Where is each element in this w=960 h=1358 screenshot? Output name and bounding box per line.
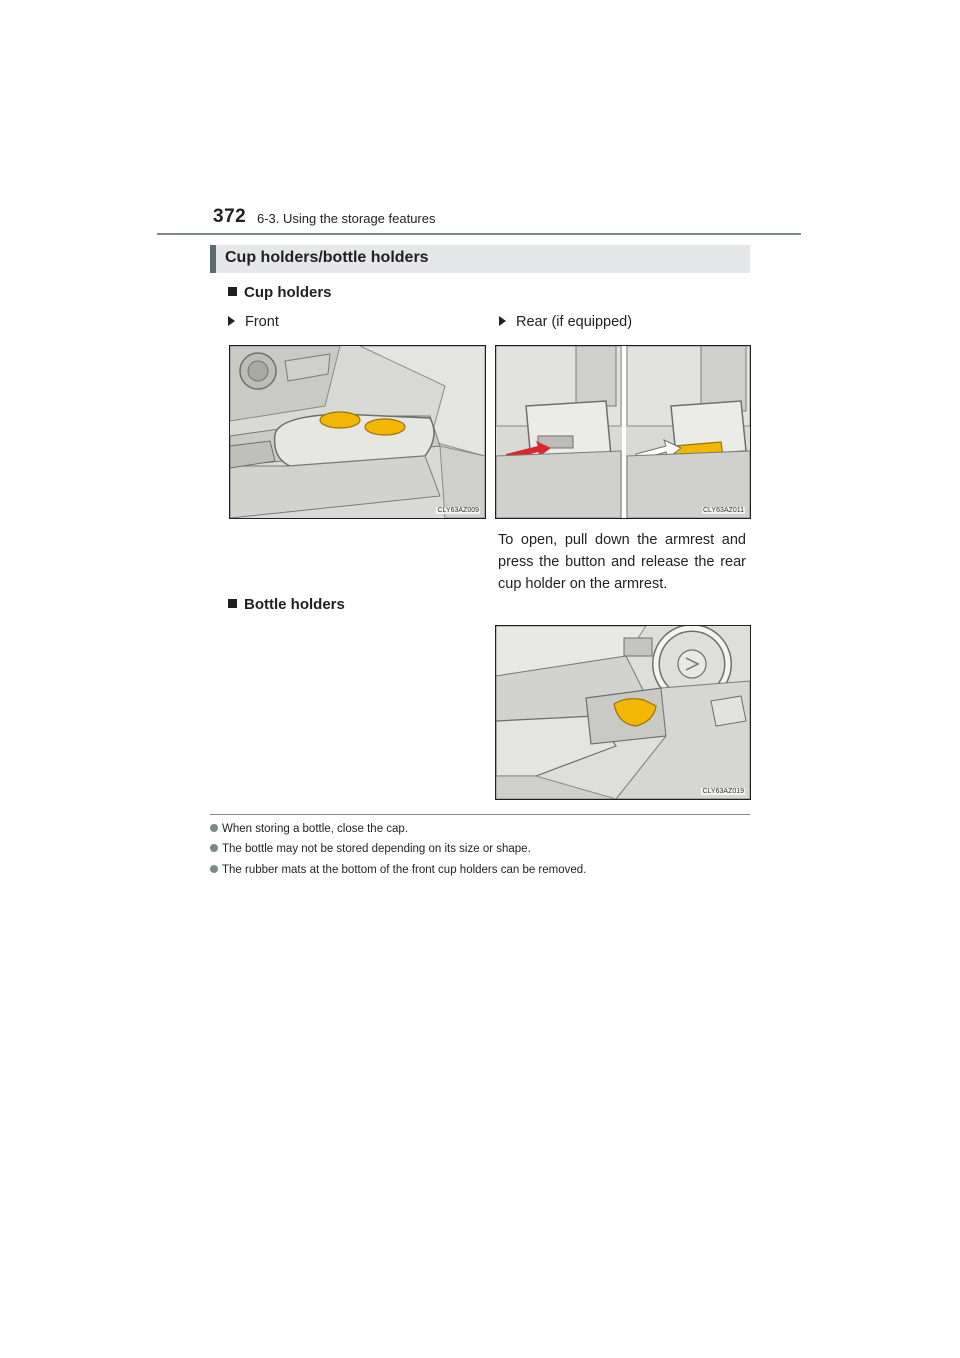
note-item — [210, 864, 586, 876]
door-pocket-drawing — [496, 626, 750, 799]
front-console-drawing — [230, 346, 485, 518]
image-code: CLY63AZ019 — [702, 788, 744, 795]
section-path: 6-3. Using the storage features — [257, 211, 436, 226]
note-text: The rubber mats at the bottom of the front cup holders can be removed. — [222, 864, 587, 876]
cup-holders-heading — [228, 284, 332, 301]
bottle-holders-heading — [228, 596, 345, 613]
cup-holders-heading-text: Cup holders — [244, 284, 332, 301]
section-title: Cup holders/bottle holders — [225, 249, 429, 266]
bullet-dot-icon — [210, 844, 218, 852]
rear-cup-holder-illustration — [495, 345, 751, 519]
square-bullet-icon — [228, 599, 237, 608]
triangle-bullet-icon — [228, 316, 235, 326]
bottle-holders-heading-text: Bottle holders — [244, 596, 345, 613]
rear-label — [499, 314, 632, 330]
notes-divider — [210, 814, 750, 815]
bottle-holder-illustration — [495, 625, 751, 800]
image-code: CLY63AZ009 — [437, 507, 479, 514]
bullet-dot-icon — [210, 865, 218, 873]
note-text: When storing a bottle, close the cap. — [222, 823, 409, 835]
rear-label-text: Rear (if equipped) — [516, 314, 633, 330]
note-text: The bottle may not be stored depending on its size or shape. — [222, 843, 531, 855]
triangle-bullet-icon — [499, 316, 506, 326]
header-rule — [157, 233, 801, 235]
note-item — [210, 843, 531, 855]
page-number: 372 — [213, 206, 247, 227]
rear-armrest-drawing — [496, 346, 750, 518]
front-label-text: Front — [245, 314, 279, 330]
section-title-bar — [210, 245, 750, 273]
bullet-dot-icon — [210, 824, 218, 832]
image-code: CLY63AZ011 — [703, 507, 744, 514]
rear-cup-holder-caption: To open, pull down the armrest and press the button and release the rear cup holder on the armrest. — [498, 532, 746, 592]
front-label — [228, 314, 279, 330]
note-item — [210, 823, 408, 835]
square-bullet-icon — [228, 287, 237, 296]
front-cup-holder-illustration — [229, 345, 486, 519]
